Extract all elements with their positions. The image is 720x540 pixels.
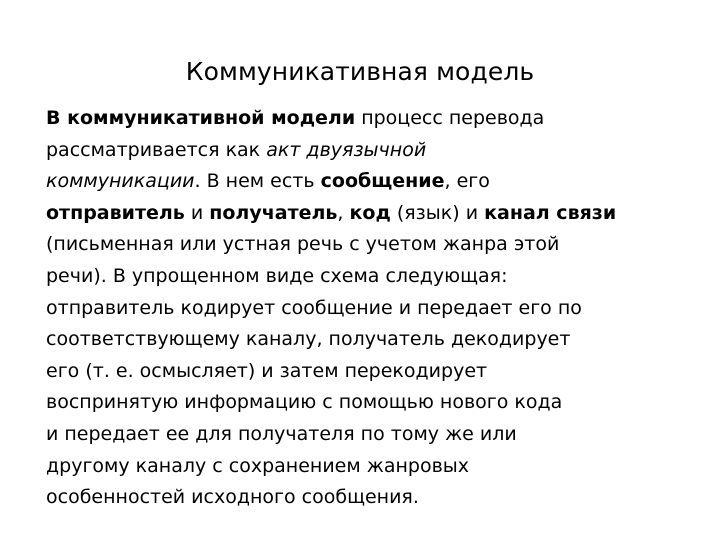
body-text-run: речи). В упрощенном виде схема следующая: [46,264,508,287]
body-text-run: его (т. е. осмысляет) и затем перекодирует [46,359,488,382]
body-line [46,103,686,135]
bold-term: сообщение [320,170,445,193]
body-line [46,229,686,261]
body-text-run: , [337,201,350,224]
body-text-run: и передает ее для получателя по тому же или [46,422,517,445]
body-line [46,356,686,388]
body-line [46,387,686,419]
body-text-run: соответствующему каналу, получатель декодирует [46,328,571,351]
bold-term: канал связи [484,201,617,224]
body-line [46,324,686,356]
italic-term: акт двуязычной [266,138,427,161]
body-line [46,198,686,230]
body-text-run: (язык) и [390,201,485,224]
body-text-run: (письменная или устная речь с учетом жанра этой [46,233,560,256]
slide-title: Коммуникативная модель [185,57,535,86]
body-text-run: и [184,201,210,224]
body-text-run: процесс перевода [355,107,545,129]
bold-term: получатель [209,201,338,224]
body-text-run: отправитель кодирует сообщение и передает его по [46,296,582,319]
body-text-run: , его [444,170,490,193]
slide-body-text [46,103,686,514]
italic-term: коммуникации [46,170,195,193]
body-line [46,419,686,451]
bold-term: В коммуникативной модели [46,107,356,129]
body-line [46,135,686,167]
bold-term: отправитель [46,201,185,224]
body-line [46,261,686,293]
body-text-run: . В нем есть [194,170,321,193]
body-text-run: воспринятую информацию с помощью нового кода [46,391,563,414]
body-text-run: особенностей исходного сообщения. [46,486,419,509]
bold-term: код [349,201,391,224]
body-line [46,166,686,198]
body-line [46,293,686,325]
body-line [46,451,686,483]
body-text-run: рассматривается как [46,138,267,161]
body-text-run: другому каналу с сохранением жанровых [46,454,470,477]
body-line [46,482,686,514]
